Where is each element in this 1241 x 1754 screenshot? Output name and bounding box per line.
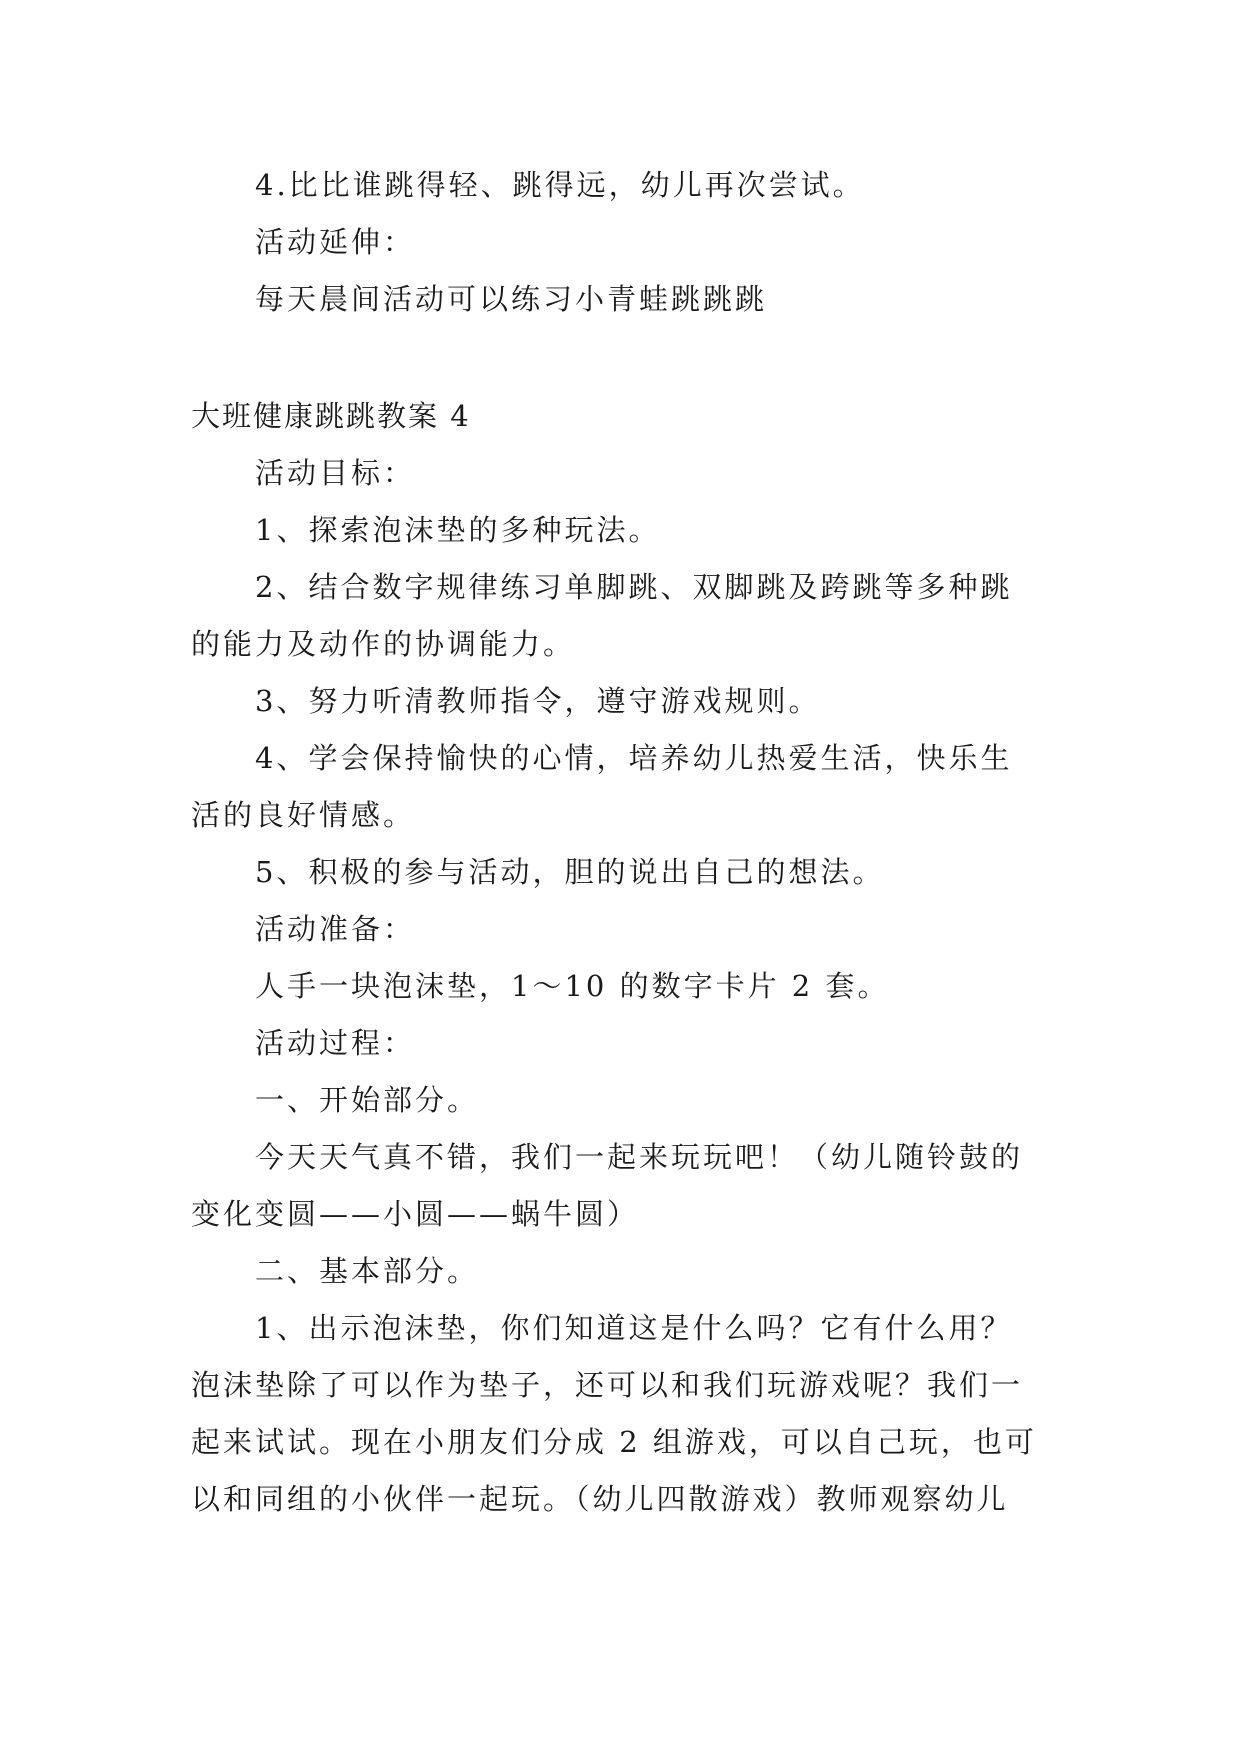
paragraph-line: 活动过程： [255, 1026, 416, 1060]
paragraph-line: 二、基本部分。 [255, 1254, 480, 1288]
paragraph-line: 每天晨间活动可以练习小青蛙跳跳跳 [255, 282, 768, 316]
paragraph-line: 1、探索泡沫垫的多种玩法。 [255, 513, 661, 547]
paragraph-line: 活的良好情感。 [191, 798, 416, 832]
section-title: 大班健康跳跳教案 4 [191, 399, 471, 433]
paragraph-line: 今天天气真不错，我们一起来玩玩吧！（幼儿随铃鼓的 [255, 1140, 1024, 1174]
paragraph-line: 一、开始部分。 [255, 1083, 480, 1117]
paragraph-line: 变化变圆——小圆——蜗牛圆） [191, 1197, 640, 1231]
paragraph-line: 活动准备： [255, 912, 416, 946]
paragraph-line: 活动延伸： [255, 225, 416, 259]
paragraph-line: 以和同组的小伙伴一起玩。（幼儿四散游戏）教师观察幼儿 [191, 1482, 1009, 1516]
paragraph-line: 1、出示泡沫垫，你们知道这是什么吗？它有什么用？ [255, 1311, 1013, 1345]
paragraph-line: 2、结合数字规律练习单脚跳、双脚跳及跨跳等多种跳 [255, 570, 1013, 604]
paragraph-line: 的能力及动作的协调能力。 [191, 627, 576, 661]
paragraph-line: 4.比比谁跳得轻、跳得远，幼儿再次尝试。 [255, 168, 865, 202]
paragraph-line: 活动目标： [255, 456, 416, 490]
paragraph-line: 3、努力听清教师指令，遵守游戏规则。 [255, 684, 821, 718]
paragraph-line: 5、积极的参与活动，胆的说出自己的想法。 [255, 855, 885, 889]
paragraph-line: 人手一块泡沫垫，1～10 的数字卡片 2 套。 [255, 969, 890, 1003]
paragraph-line: 4、学会保持愉快的心情，培养幼儿热爱生活，快乐生 [255, 741, 1013, 775]
paragraph-line: 起来试试。现在小朋友们分成 2 组游戏，可以自己玩，也可 [191, 1425, 1037, 1459]
paragraph-line: 泡沫垫除了可以作为垫子，还可以和我们玩游戏呢？我们一 [191, 1368, 1024, 1402]
